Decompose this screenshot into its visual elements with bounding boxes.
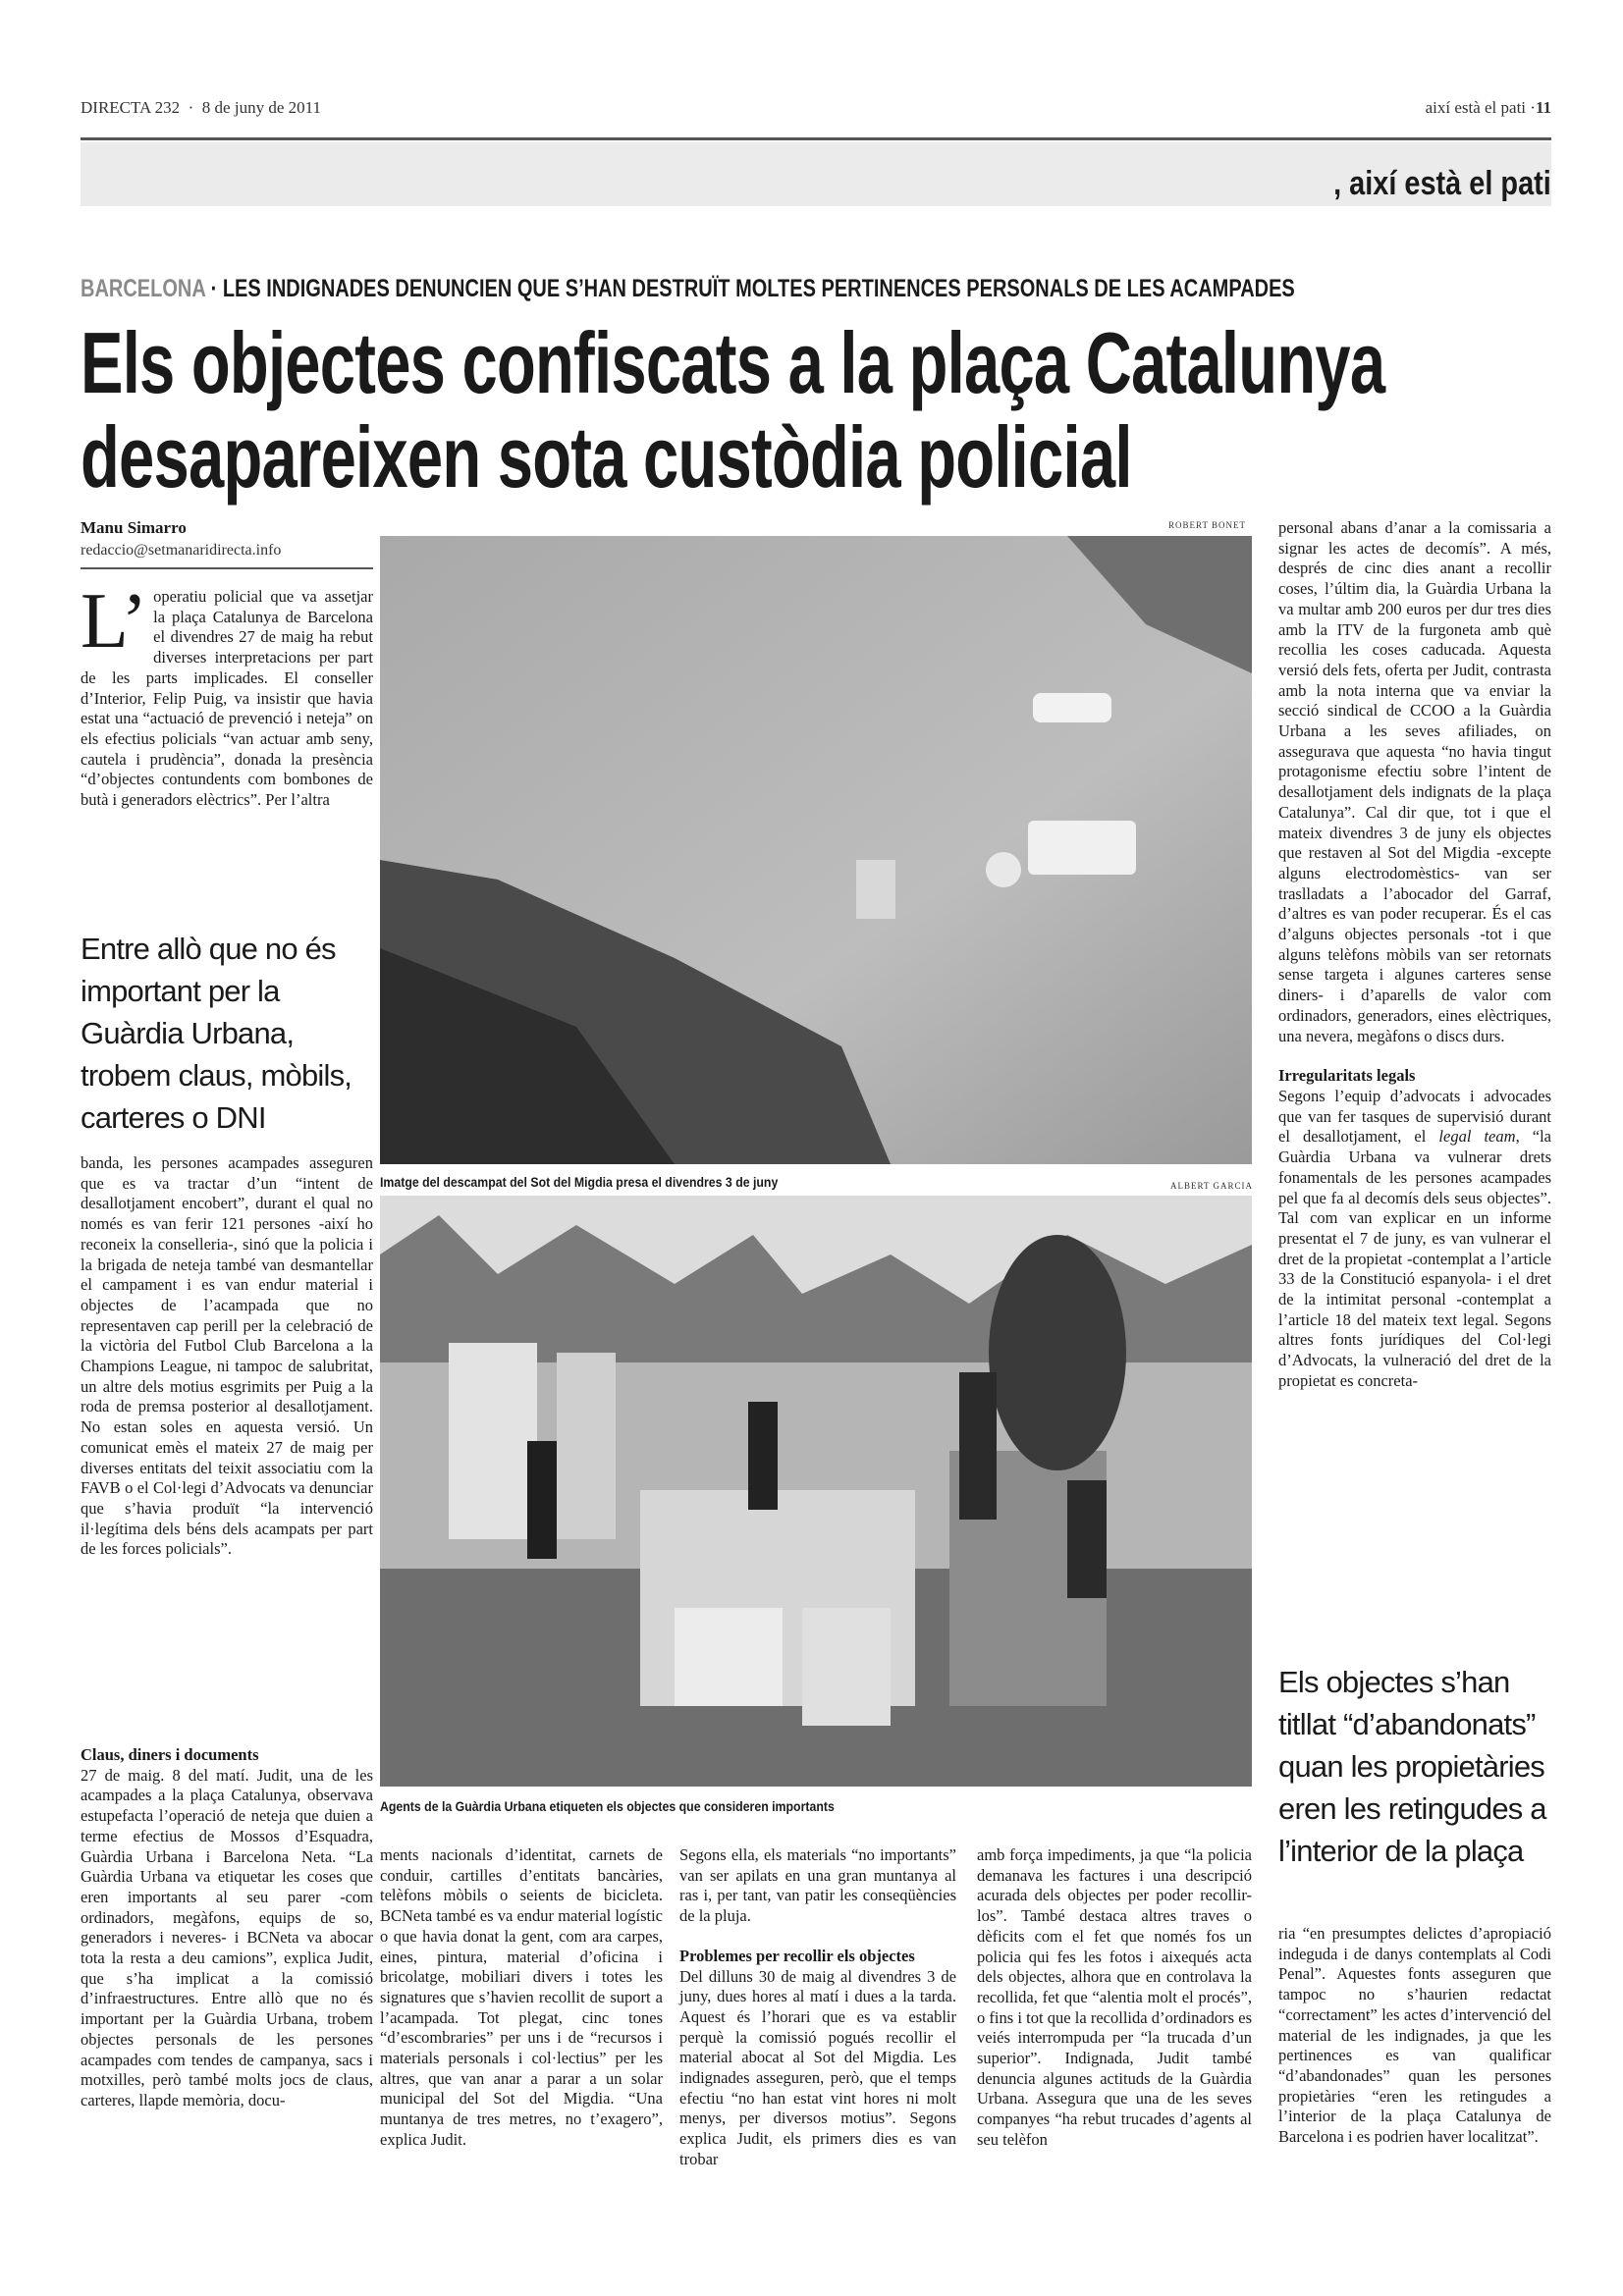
author-email[interactable]: redaccio@setmanaridirecta.info	[81, 542, 282, 559]
publication-name: DIRECTA 232	[81, 98, 181, 117]
headline	[81, 316, 1384, 505]
text-italic: legal team	[1438, 1127, 1516, 1147]
body-paragraph: banda, les persones acampades asseguren que es va tractar d’un “intent de desallotjament encobert”, durant el qual no només es van ferir 121 persones -així ho reconeix la conselleria-, sinó que la policia i la brigada de neteja també van desmantellar el campament i es van endur material i objectes de l’acampada que no representaven cap perill per la celebració de la victòria del Futbol Club Barcelona a la Champions League, ni tampoc de salubritat, un altre dels motius esgrimits per Puig a la roda de premsa posterior al desallotjament. No estan soles en aquesta versió. Un comunicat emès el mateix 27 de maig per diverses entitats del teixit associatiu com la FAVB o el Col·legi d’Advocats va denunciar que s’havia produït “la intervenció il·legítima dels béns dels acampats per part de les forces policials”.	[81, 1153, 373, 1559]
folio-left	[81, 98, 321, 118]
body-paragraph	[1278, 1087, 1551, 1392]
headline-line: Els objectes confiscats a la plaça Catalunya	[81, 314, 1385, 411]
author: Manu Simarro	[81, 518, 187, 537]
kicker-separator: ·	[205, 275, 223, 302]
section-band	[81, 142, 1551, 206]
section-claus	[81, 1745, 373, 2111]
subheading: Irregularitats legals	[1278, 1066, 1416, 1086]
intro-text: operatiu policial que va assetjar la plaça Catalunya de Barcelona el divendres 27 de maig ha rebut diverses interpretacions per part de les parts implicades. El conseller d’Interior, Felip Puig, va insistir que havia estat una “actuació de prevenció i neteja” on els efectius policials “van actuar amb seny, cautela i prudència”, donada la presència “d’objectes contundents com bombones de butà i generadors elèctrics”. Per l’altra	[81, 587, 373, 810]
photo-credit: ALBERT GARCIA	[1170, 1181, 1254, 1191]
issue-date: 8 de juny de 2011	[201, 98, 321, 117]
separator: ·	[1530, 98, 1536, 117]
header-rule	[81, 137, 1551, 140]
headline-line: desapareixen sota custòdia policial	[81, 408, 1132, 506]
kicker-text: LES INDIGNADES DENUNCIEN QUE S’HAN DESTRUÏT MOLTES PERTINENCES PERSONALS DE LES ACAMPADES	[222, 275, 1295, 302]
body-paragraph: Segons ella, els materials “no importants” van ser apilats en una gran muntanya al ras i, per tant, van patir les conseqüències de la pluja.	[679, 1845, 956, 1926]
drop-cap: L’	[81, 578, 148, 665]
body-paragraph: ments nacionals d’identitat, carnets de conduir, cartilles d’entitats bancàries, telèfons mòbils o seients de bicicleta. BCNeta també es va endur material logístic o que havia donat la gent, com ara carpes, eines, pintura, material d’oficina i bricolatge, mobiliari divers i totes les signatures que s’havien recollit de suport a l’acampada. Tot plegat, cinc tones “d’escombraries” per uns i de “recursos i materials personals i col·lectius” per les altres, que van anar a parar a un solar municipal del Sot del Migdia. “Una muntanya de tres metres, no t’exagero”, explica Judit.	[380, 1845, 663, 2149]
kicker	[81, 275, 1295, 303]
photo-caption: Imatge del descampat del Sot del Migdia presa el divendres 3 de juny	[380, 1174, 779, 1190]
byline-rule	[81, 567, 373, 569]
body-paragraph: personal abans d’anar a la comissaria a signar les actes de decomís”. A més, després de cinc dies anant a recollir coses, l’últim dia, la Guàrdia Urbana la va multar amb 200 euros per dur tres dies amb la ITV de la furgoneta amb què recollia les coses caducada. Aquesta versió dels fets, oferta per Judit, contrasta amb la nota interna que va enviar la secció sindical de CCOO a la Guàrdia Urbana a les seves afiliades, on assegurava que aquesta “no havia tingut protagonisme efectiu sobre l’intent de desallotjament dels indignats de la plaça Catalunya”. Cal dir que, tot i que el mateix divendres 3 de juny els objectes que restaven al Sot del Migdia -excepte alguns electrodomèstics- van ser traslladats a l’abocador del Garraf, d’altres es van poder recuperar. És el cas d’alguns objectes personals -tot i que alguns telèfons mòbils van ser retornats sense targeta i algunes carteres sense diners- i d’aparells de valor com ordinadors, generadors, eines elèctriques, una nevera, megàfons o discs durs.	[1278, 518, 1551, 1045]
subheading: Problemes per recollir els objectes	[679, 1946, 915, 1965]
running-section: així està el pati	[1425, 98, 1527, 117]
photo-sot-del-migdia	[380, 536, 1252, 1164]
kicker-place: BARCELONA	[81, 275, 206, 302]
page-number: 11	[1535, 98, 1551, 117]
pull-quote: Entre allò que no és important per la Guàrdia Urbana, trobem claus, mòbils, carteres o DNI	[81, 932, 352, 1135]
body-paragraph: 27 de maig. 8 del matí. Judit, una de les acampades a la plaça Catalunya, observava estupefacta l’operació de neteja que duien a terme efectius de Mossos d’Esquadra, Guàrdia Urbana i Barcelona Neta. “La Guàrdia Urbana va etiquetar les coses que eren importants al seu parer -com ordinadors, megàfons, equips de so, generadors i neveres- i BCNeta va abocar tota la resta a deu camions”, explica Judit, que s’ha implicat a la comissió d’infraestructures. Entre allò que no és important per la Guàrdia Urbana, trobem objectes personals de les persones acampades com tendes de campanya, sacs i motxilles, però també molts jocs de claus, carteres, llapde memòria, docu-	[81, 1765, 373, 2109]
pull-quote: Els objectes s’han titllat “d’abandonats” quan les propietàries eren les retingudes a l’interior de la plaça	[1278, 1665, 1546, 1868]
separator: ·	[188, 98, 194, 117]
body-paragraph: ria “en presumptes delictes d’apropiació indeguda i de danys contemplats al Codi Penal”. Aquestes fonts asseguren que tampoc no s’haurien redactat “correctament” les actes d’intervenció del material de les indignades, ja que les pertinences es van qualificar “d’abandonades” quan les persones propietàries “eren les retingudes a l’interior de la plaça Catalunya de Barcelona i es podrien haver localitzat”.	[1278, 1924, 1551, 2147]
body-paragraph: amb força impediments, ja que “la policia demanava les factures i una descripció acurada dels objectes per poder recollir-los”. També destaca altres traves o dèficits com el fet que només fos un policia qui fes les fotos i aixequés acta dels objectes, alhora que en controlava la recollida, fet que “alentia molt el procés”, o fins i tot que la recollida d’ordinadors es veiés interrompuda per “la trucada d’un superior”. Indignada, Judit també denuncia algunes actituds de la Guàrdia Urbana. Assegura que una de les seves companyes “ha rebut trucades d’agents al seu telèfon	[977, 1845, 1252, 2149]
text-run: Segons l’equip d’advocats i advocades que van fer tasques de supervisió durant el desallotjament, el	[1278, 1086, 1551, 1147]
text-run: , “la Guàrdia Urbana va vulnerar drets fonamentals de les persones acampades pel que fa al decomís dels seus objectes”. Tal com van explicar en un informe presentat el 7 de juny, es van vulnerar el dret de la propietat -contemplat a l’article 33 de la Constitució espanyola- i el dret de la intimitat personal -contemplat a l’article 18 del mateix text legal. Segons altres fonts jurídiques del Col·legi d’Advocats, la vulneració del dret de la propietat es concreta-	[1278, 1127, 1551, 1390]
body-paragraph: Del dilluns 30 de maig al divendres 3 de juny, dues hores al matí i dues a la tarda. Aquest és l’horari que es va establir perquè la comissió pogués recollir el material abocat al Sot del Migdia. Les indignades asseguren, però, que el temps efectiu “no han estat vint hores ni molt menys, per diversos motius”. Segons explica Judit, els primers dies es van trobar	[679, 1966, 956, 2168]
photo-credit: ROBERT BONET	[1168, 520, 1247, 530]
right-column	[1278, 518, 1551, 1392]
folio-right	[1426, 98, 1551, 118]
subheading: Claus, diners i documents	[81, 1745, 259, 1764]
photo-caption: Agents de la Guàrdia Urbana etiqueten els objectes que consideren importants	[380, 1798, 835, 1814]
intro-paragraph	[81, 578, 373, 811]
section-problemes	[679, 1845, 956, 2170]
section-title: , així està el pati	[1333, 165, 1551, 202]
photo-guardia-urbana	[380, 1196, 1252, 1787]
